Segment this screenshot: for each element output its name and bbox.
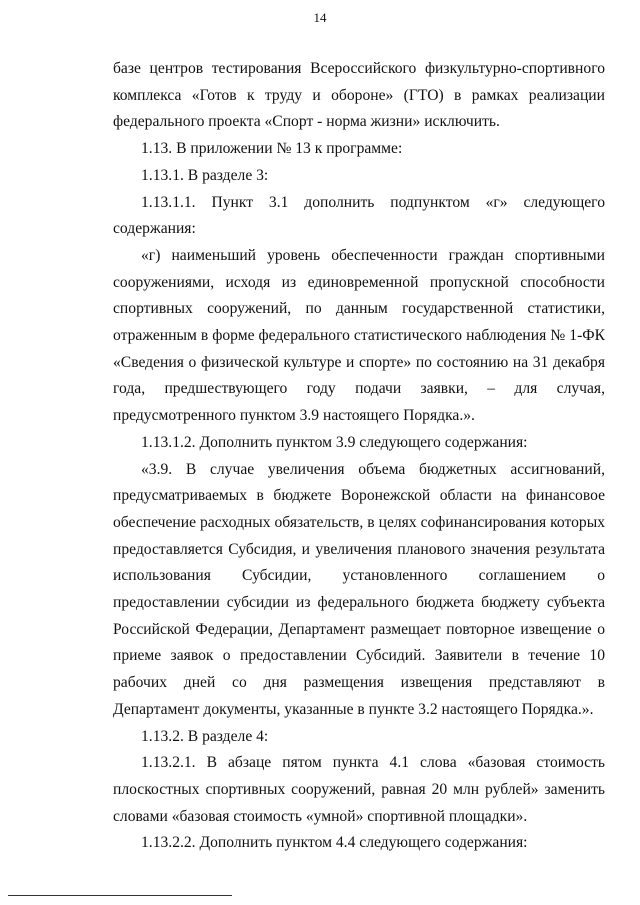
- paragraph-1-13-1: 1.13.1. В разделе 3:: [141, 166, 269, 184]
- page-number: 14: [313, 10, 327, 25]
- document-body: [113, 56, 605, 857]
- paragraph-1-13-2-1: 1.13.2.1. В абзаце пятом пункта 4.1 слова «базовая стоимость плоскостных спортивных сооружений, равная 20 млн рублей» заменить словами «базовая стоимость «умной» спортивной площадки».: [113, 754, 605, 825]
- paragraph-1-13-2-2: 1.13.2.2. Дополнить пунктом 4.4 следующего содержания:: [141, 834, 528, 852]
- paragraph-continuation: базе центров тестирования Всероссийского физкультурно-спортивного комплекса «Готов к труду и обороне» (ГТО) в рамках реализации федерального проекта «Спорт - норма жизни» исключить.: [113, 60, 605, 131]
- paragraph-1-13-1-2: 1.13.1.2. Дополнить пунктом 3.9 следующего содержания:: [141, 433, 528, 451]
- paragraph-subpoint-g: «г) наименьший уровень обеспеченности граждан спортивными сооружениями, исходя из единовременной пропускной способности спортивных сооружений, по данным государственной статистики, отраженным в форме федерального статистического наблюдения № 1-ФК «Сведения о физической культуре и спорте» по состоянию на 31 декабря года, предшествующего году подачи заявки, – для случая, предусмотренного пунктом 3.9 настоящего Порядка.».: [113, 246, 605, 425]
- paragraph-1-13-2: 1.13.2. В разделе 4:: [141, 727, 269, 745]
- paragraph-point-3-9: «3.9. В случае увеличения объема бюджетных ассигнований, предусматриваемых в бюджете Воронежской области на финансовое обеспечение расходных обязательств, в целях софинансирования которых предоставляется Субсидия, и увеличения планового значения результата использования Субсидии, установленного соглашением о предоставлении субсидии из федерального бюджета бюджету субъекта Российской Федерации, Департамент размещает повторное извещение о приеме заявок о предоставлении Субсидий. Заявители в течение 10 рабочих дней со дня размещения извещения представляют в Департамент документы, указанные в пункте 3.2 настоящего Порядка.».: [113, 460, 605, 718]
- footnote-divider: [8, 895, 232, 896]
- paragraph-1-13: 1.13. В приложении № 13 к программе:: [141, 140, 403, 158]
- paragraph-1-13-1-1: 1.13.1.1. Пункт 3.1 дополнить подпунктом «г» следующего содержания:: [113, 193, 605, 238]
